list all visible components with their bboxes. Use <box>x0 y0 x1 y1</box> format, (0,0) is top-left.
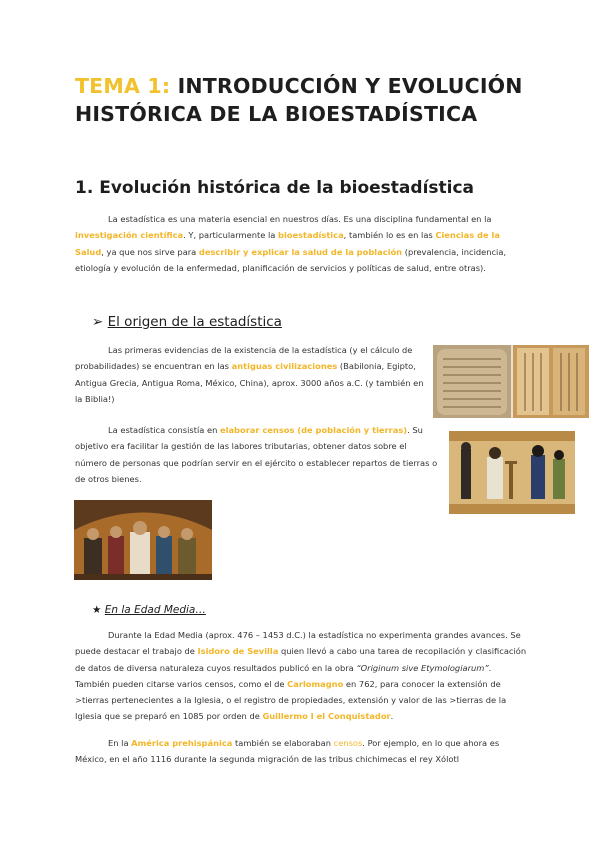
origen-paragraph-2: La estadística consistía en elaborar censos (de población y tierras). Su objetivo era facilitar la gestión de las labores tributarias, obtener datos sobre el número de personas que podrían servir en el ejército o establecer repartos de tierras o de otros bienes. <box>75 425 438 484</box>
page-title <box>75 72 545 128</box>
subheading-origen: ➢ El origen de la estadística <box>92 314 282 330</box>
medieval-mosaic-image <box>74 500 212 580</box>
edad-media-paragraph-1: Durante la Edad Media (aprox. 476 – 1453 d.C.) la estadística no experimenta grandes avances. Se puede destacar el trabajo de Isidoro de Sevilla quien llevó a cabo una tarea de recopilación y clasificación de datos de diversa naturaleza cuyos resultados publicó en la obra “Originum sive Etymologiarum”. También pueden citarse varios censos, como el de Carlomagno en 762, para conocer la extensión de >tierras pertenecientes a la Iglesia, o el registro de propiedades, extensión y valor de las >tierras de la Iglesia que se preparó en 1085 por orden de Guillermo I el Conquistador. <box>75 630 527 722</box>
subheading-edad-media: ★ En la Edad Media… <box>92 604 206 616</box>
arrow-bullet-icon: ➢ <box>92 314 104 330</box>
title-tema: TEMA 1: <box>75 74 171 98</box>
egyptian-papyrus-image <box>449 431 575 514</box>
star-bullet-icon: ★ <box>92 604 102 616</box>
intro-paragraph: La estadística es una materia esencial en nuestros días. Es una disciplina fundamental en la investigación científica. Y, particularmente la bioestadística, también lo es en las Ciencias de la Salud, ya que nos sirve para describir y explicar la salud de la población (prevalencia, incidencia, etiología y evolución de la enfermedad, planificación de servicios y políticas de salud, entre otras). <box>75 214 507 273</box>
section-heading: 1. Evolución histórica de la bioestadística <box>75 178 475 198</box>
origen-paragraph-1: Las primeras evidencias de la existencia de la estadística (y el cálculo de probabilidades) se encuentran en las antiguas civilizaciones (Babilonia, Egipto, Antigua Grecia, Antigua Roma, México, China), aprox. 3000 años a.C. (y también en la Biblia!) <box>75 345 424 404</box>
title-line2: HISTÓRICA DE LA BIOESTADÍSTICA <box>75 102 478 126</box>
title-line1: INTRODUCCIÓN Y EVOLUCIÓN <box>170 74 523 98</box>
cuneiform-tablet-image <box>433 345 589 418</box>
edad-media-paragraph-2: En la América prehispánica también se elaboraban censos. Por ejemplo, en lo que ahora es México, en el año 1116 durante la segunda migración de las tribus chichimecas el rey Xólotl <box>75 738 500 765</box>
